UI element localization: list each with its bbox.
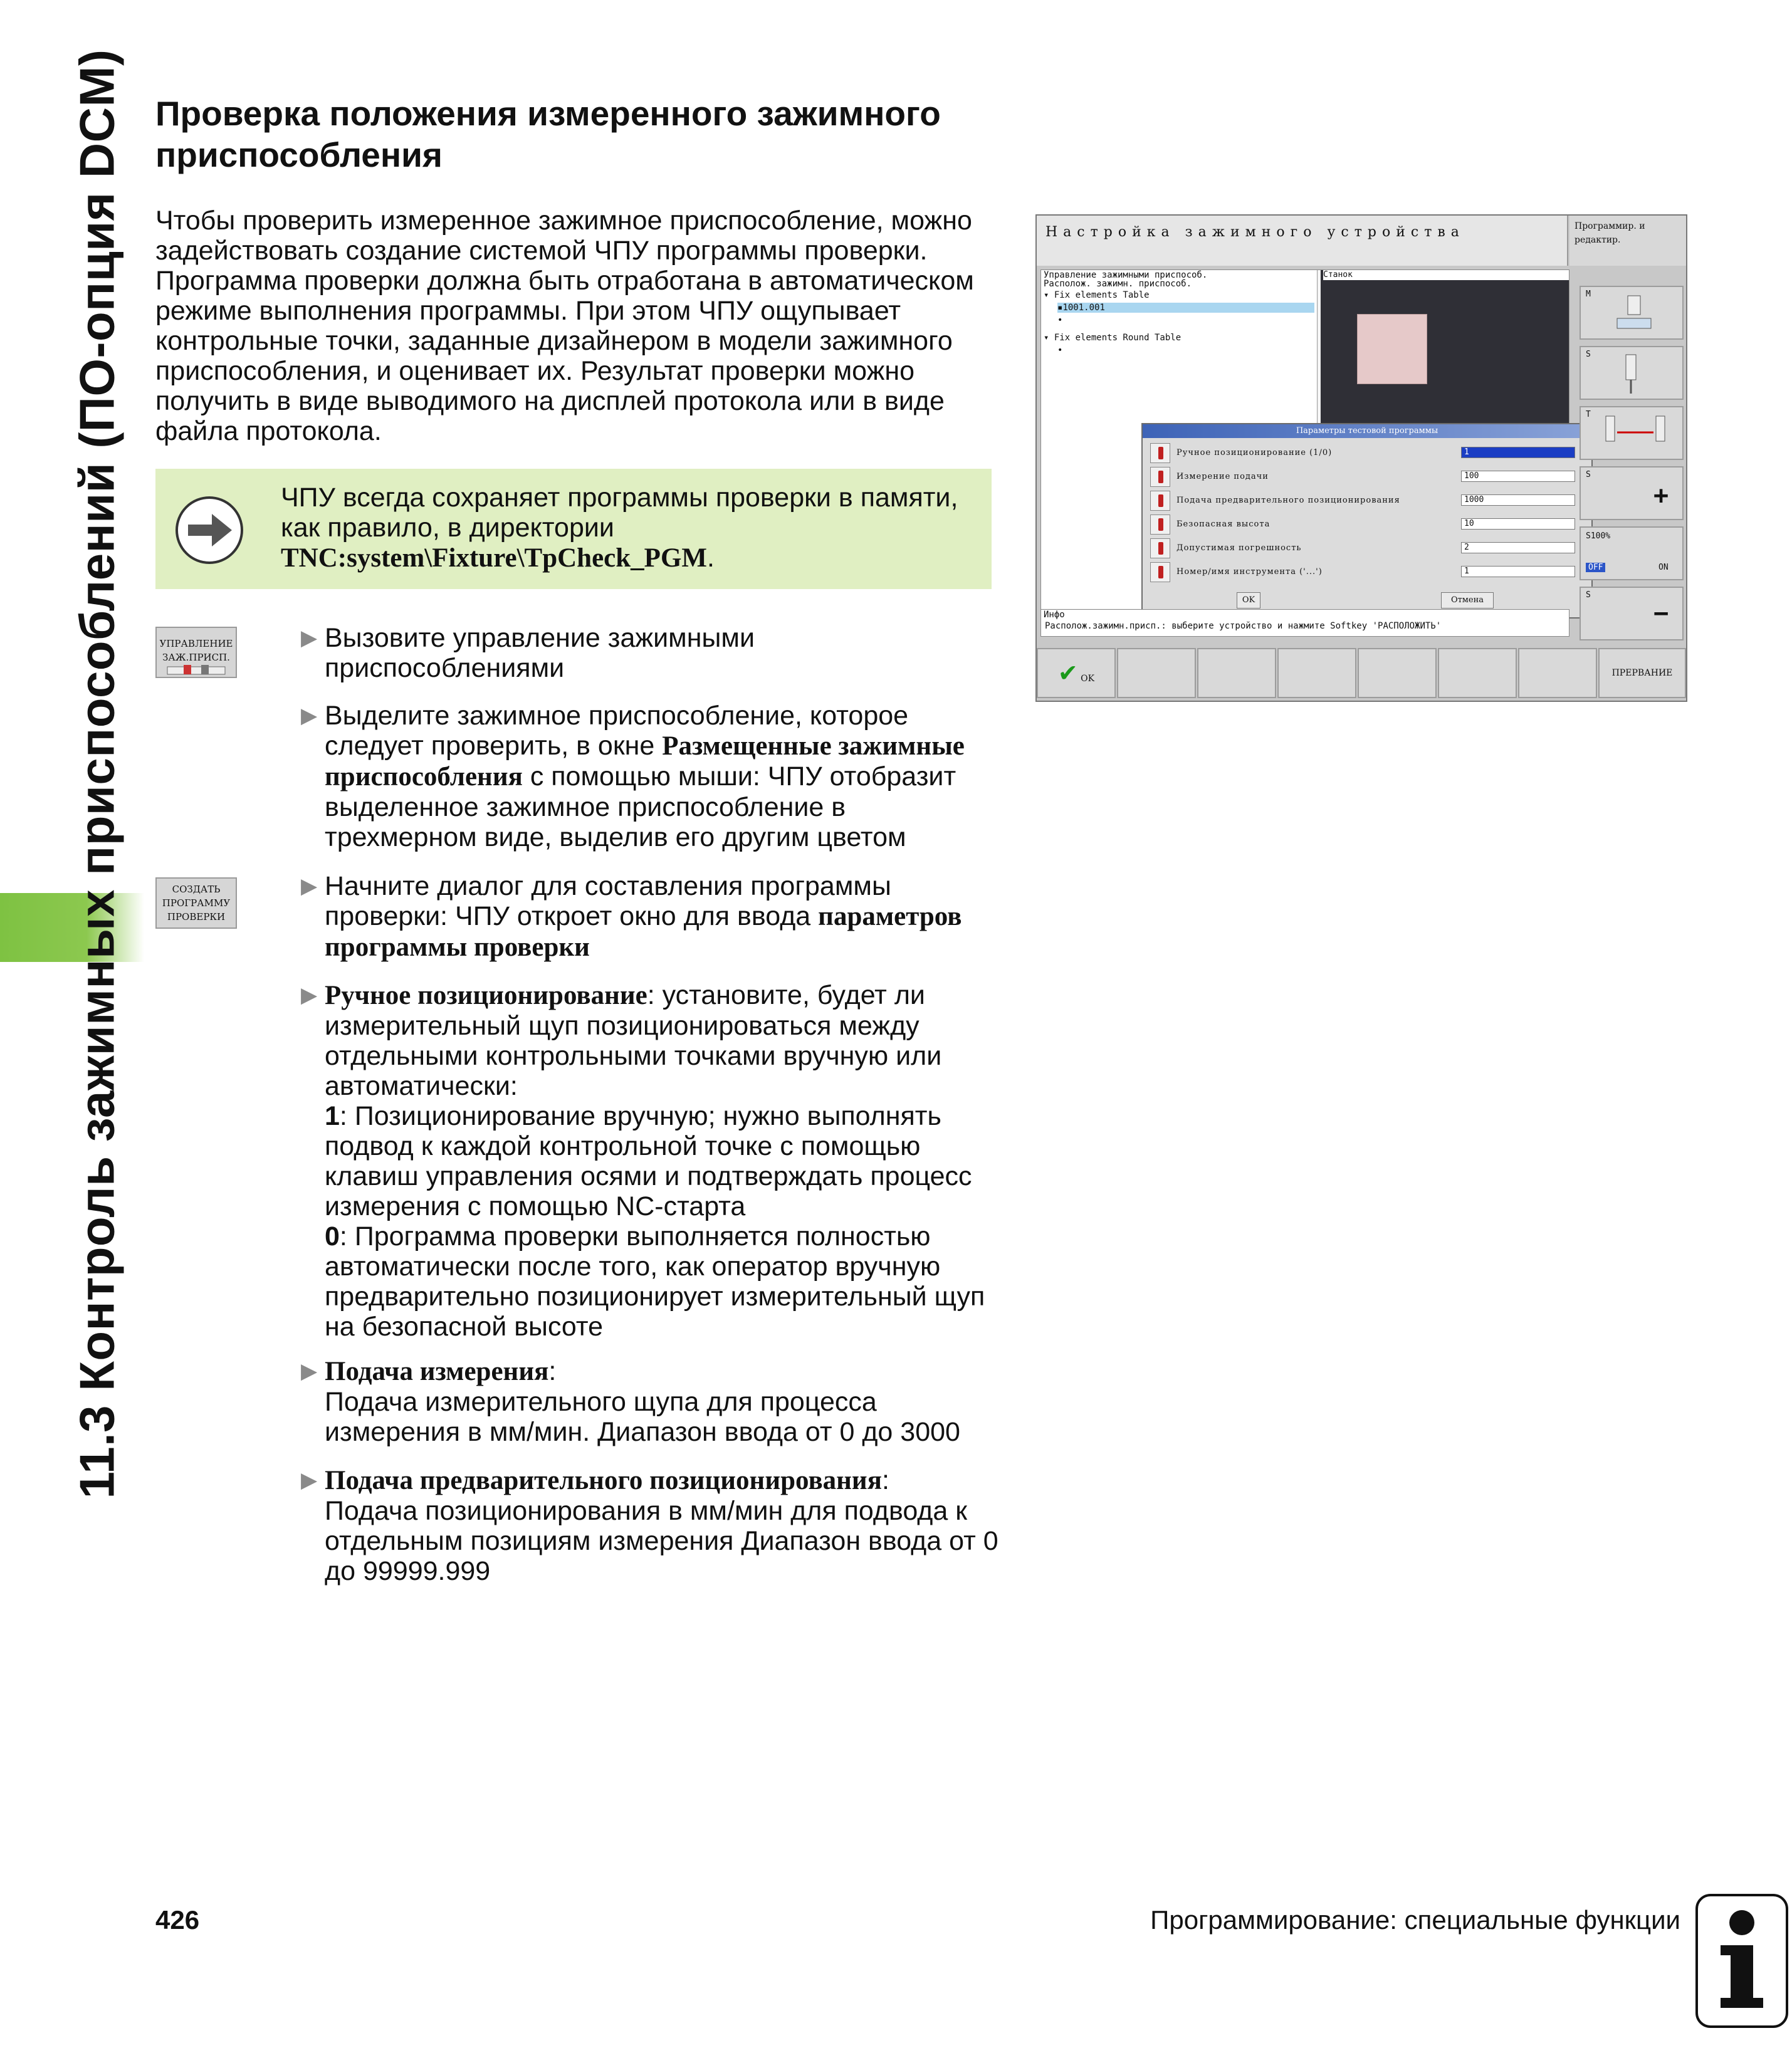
tree-item[interactable]: ▾ Fix elements Table	[1044, 290, 1150, 300]
dialog-row-input[interactable]: 1	[1461, 566, 1575, 577]
side-softkey-s[interactable]	[1580, 346, 1684, 400]
side-softkey-label: M	[1586, 290, 1591, 299]
side-softkey-label: T	[1586, 410, 1591, 419]
side-softkey-s-plus[interactable]	[1580, 466, 1684, 520]
dialog-ok-button[interactable]: OK	[1237, 592, 1260, 609]
softkey-line: ПРОГРАММУ	[162, 897, 231, 909]
note-end: .	[706, 543, 715, 573]
dialog-row-input[interactable]: 2	[1461, 542, 1575, 553]
softkey-line: ЗАЖ.ПРИСП.	[162, 652, 230, 663]
softkey-ok[interactable]	[1037, 648, 1116, 698]
tolerance-icon	[1150, 538, 1170, 558]
side-softkey-t[interactable]	[1580, 406, 1684, 460]
side-softkey-m[interactable]	[1580, 286, 1684, 340]
tnc-screenshot	[1035, 214, 1687, 702]
step-emphasis: Подача измерения	[325, 1357, 549, 1386]
step-1	[301, 623, 1002, 683]
softkey-line: ПРОВЕРКИ	[167, 911, 226, 922]
step-text: Подача позиционирования в мм/мин для подвода к отдельным позициям измерения Диапазон ввода от 0 до 99999.999	[325, 1496, 998, 1586]
plus-icon: +	[1653, 481, 1669, 510]
step-5	[301, 1356, 1002, 1447]
step-emphasis: Подача предварительного позиционирования	[325, 1466, 882, 1495]
info-label: Инфо	[1044, 610, 1065, 620]
footer-title: Программирование: специальные функции	[1150, 1905, 1680, 1935]
fixture-3d-block	[1357, 314, 1427, 384]
step-text: Вызовите управление зажимными приспособлениями	[325, 623, 755, 683]
step-text: Выделите зажимное приспособление, которое следует проверить, в окне	[325, 701, 909, 761]
step-2	[301, 701, 1002, 852]
softkey-empty[interactable]	[1438, 648, 1517, 698]
fixture-pane	[1040, 269, 1569, 622]
feed-icon	[1150, 467, 1170, 487]
note-path: TNC:system\Fixture\TpCheck_PGM	[281, 543, 707, 573]
screen-header: Настройка зажимного устройства	[1037, 216, 1568, 266]
bullet-triangle-icon: ▶	[301, 874, 318, 898]
info-bar	[1040, 609, 1569, 637]
softkey-line: УПРАВЛЕНИЕ	[159, 638, 233, 649]
dialog-row-label: Безопасная высота	[1176, 520, 1271, 529]
probe-icon	[1150, 443, 1170, 463]
bullet-triangle-icon: ▶	[301, 626, 318, 650]
softkey-create-check-program[interactable]	[155, 877, 237, 929]
note-box	[155, 469, 992, 589]
dialog-row-input[interactable]: 1	[1461, 447, 1575, 458]
dialog-row-label: Измерение подачи	[1176, 472, 1269, 481]
chapter-title: 11.3 Контроль зажимных приспособлений (ПО-опция DCM)	[69, 49, 125, 1499]
tool-change-icon	[1600, 414, 1675, 454]
info-glyph-icon	[1698, 1896, 1786, 2025]
prepositioning-feed-icon	[1150, 491, 1170, 511]
on-toggle[interactable]: ON	[1658, 563, 1669, 572]
tree-item-label: 1001.001	[1062, 303, 1105, 313]
minus-icon: −	[1653, 599, 1669, 628]
step-text: :	[548, 1356, 557, 1386]
dialog-row	[1150, 537, 1583, 560]
softkey-empty[interactable]	[1117, 648, 1196, 698]
dialog-cancel-button[interactable]: Отмена	[1441, 592, 1494, 609]
dialog-title: Параметры тестовой программы	[1143, 424, 1591, 438]
note-text	[281, 483, 983, 573]
step-6	[301, 1465, 1002, 1586]
tree-item-label: Fix elements Table	[1054, 290, 1150, 300]
tree-item-selected[interactable]: ▪1001.001	[1057, 303, 1314, 313]
safety-height-icon	[1150, 515, 1170, 535]
page-number: 426	[155, 1905, 200, 1935]
screen-mode: Программир. и редактир.	[1569, 216, 1686, 266]
softkey-empty[interactable]	[1277, 648, 1356, 698]
side-softkey-label: S	[1586, 470, 1591, 479]
softkey-empty[interactable]	[1358, 648, 1437, 698]
dialog-row-label: Номер/имя инструмента ('...')	[1176, 567, 1323, 577]
step-text: : установите, будет ли измерительный щуп позиционироваться между отдельными контрольными точками вручную или автоматически:	[325, 980, 942, 1101]
tree-item-label: Fix elements Round Table	[1054, 333, 1182, 343]
side-softkey-s-minus[interactable]	[1580, 587, 1684, 640]
dialog-row-label: Подача предварительного позиционирования	[1176, 496, 1400, 505]
dialog-row-input[interactable]: 1000	[1461, 494, 1575, 506]
arrow-right-icon	[174, 495, 244, 565]
bullet-triangle-icon: ▶	[301, 983, 318, 1007]
step-emphasis: параметров программы проверки	[325, 902, 962, 962]
dialog-row	[1150, 466, 1583, 488]
side-softkey-label: S	[1586, 590, 1591, 600]
machine-view-label: Станок	[1323, 270, 1569, 280]
softkey-empty[interactable]	[1518, 648, 1597, 698]
dialog-row-input[interactable]: 100	[1461, 471, 1575, 482]
softkey-empty[interactable]	[1197, 648, 1276, 698]
step-value: 0	[325, 1221, 340, 1251]
dialog-row-label: Допустимая погрешность	[1176, 543, 1302, 553]
dialog-row-label: Ручное позиционирование (1/0)	[1176, 448, 1333, 457]
dialog-row	[1150, 442, 1583, 464]
tree-subtitle: Располож. зажимн. приспособ.	[1044, 279, 1192, 289]
section-title: Проверка положения измеренного зажимного приспособления	[155, 94, 941, 174]
step-value: 1	[325, 1101, 340, 1131]
test-program-dialog	[1141, 423, 1593, 619]
bullet-triangle-icon: ▶	[301, 1359, 318, 1383]
step-text: Подача измерительного щупа для процесса измерения в мм/мин. Диапазон ввода от 0 до 3000	[325, 1387, 960, 1447]
step-text: Начните диалог для составления программы проверки: ЧПУ откроет окно для ввода	[325, 871, 891, 931]
spindle-icon	[1618, 352, 1643, 396]
dialog-row	[1150, 489, 1583, 512]
dialog-row-input[interactable]: 10	[1461, 518, 1575, 530]
bullet-triangle-icon: ▶	[301, 1468, 318, 1492]
dialog-row	[1150, 561, 1583, 583]
tree-marker: •	[1057, 315, 1063, 325]
side-softkey-label: S100%	[1586, 531, 1611, 541]
tree-title: Управление зажимными приспособ.	[1044, 270, 1208, 280]
intro-paragraph: Чтобы проверить измеренное зажимное приспособление, можно задействовать создание системой ЧПУ программы проверки. Программа проверки должна быть отработана в автоматическом режиме выполнения программы. При этом ЧПУ ощупывает контрольные точки, заданные дизайнером в модели зажимного приспособления, и оценивает их. Результат проверки можно получить в виде выводимого на дисплей протокола или в виде файла протокола.	[155, 206, 974, 446]
step-text: с помощью мыши: ЧПУ отобразит выделенное зажимное приспособление в трехмерном виде, выделив его другим цветом	[325, 761, 956, 852]
tree-marker: •	[1057, 345, 1063, 355]
step-emphasis: Размещенные зажимные приспособления	[325, 731, 965, 792]
probe-icon	[1612, 293, 1656, 333]
step-emphasis: Ручное позиционирование	[325, 981, 647, 1010]
fixture-icon	[165, 664, 228, 676]
step-4	[301, 980, 1002, 1342]
off-toggle[interactable]: OFF	[1586, 563, 1605, 572]
softkey-fixture-management[interactable]	[155, 627, 237, 678]
softkey-ok-label: OK	[1081, 674, 1095, 684]
info-text: Располож.зажимн.присп.: выберите устройство и нажмите Softkey 'РАСПОЛОЖИТЬ'	[1045, 621, 1442, 631]
step-text: :	[881, 1465, 889, 1495]
side-softkey-label: S	[1586, 350, 1591, 359]
info-icon	[1695, 1894, 1788, 2028]
step-text: : Программа проверки выполняется полностью автоматически после того, как оператор вручную предварительно позиционирует измерительный щуп на безопасной высоте	[325, 1221, 985, 1342]
dialog-row	[1150, 513, 1583, 536]
check-icon: ✔	[1057, 659, 1078, 687]
side-softkey-override[interactable]	[1580, 526, 1684, 580]
step-3	[301, 871, 1002, 963]
softkey-line: СОЗДАТЬ	[172, 884, 221, 895]
note-body: ЧПУ всегда сохраняет программы проверки в памяти, как правило, в директории	[281, 483, 958, 543]
softkey-abort[interactable]: ПРЕРВАНИЕ	[1598, 648, 1686, 698]
step-text: : Позиционирование вручную; нужно выполнять подвод к каждой контрольной точке с помощью клавиш управления осями и подтверждать процесс измерения с помощью NC-старта	[325, 1101, 972, 1221]
tree-item[interactable]: ▾ Fix elements Round Table	[1044, 333, 1182, 343]
bullet-triangle-icon: ▶	[301, 704, 318, 728]
tool-icon	[1150, 562, 1170, 582]
